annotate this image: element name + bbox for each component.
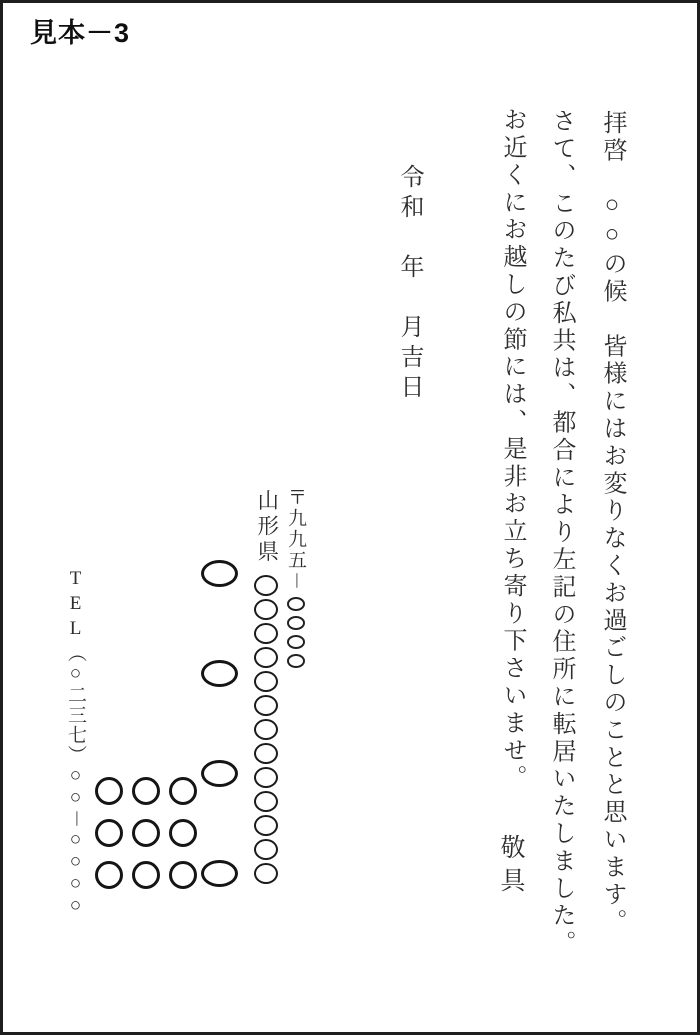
placeholder-circle [132, 819, 160, 847]
placeholder-circle [95, 777, 123, 805]
placeholder-circle [254, 623, 278, 644]
family-member-name-placeholder-column [95, 777, 123, 889]
placeholder-circle [254, 815, 278, 836]
head-of-household-name-placeholder-column [201, 560, 238, 887]
family-member-name-placeholder-column [132, 777, 160, 889]
placeholder-circle [287, 635, 305, 649]
placeholder-circle [169, 819, 197, 847]
placeholder-circle [254, 863, 278, 884]
placeholder-circle [254, 599, 278, 620]
letter-date-line: 令和 年 月吉日 [396, 164, 422, 404]
placeholder-circle [169, 861, 197, 889]
placeholder-circle [201, 560, 238, 587]
placeholder-circle [201, 760, 238, 787]
letter-body-line: さて、このたび私共は、都合により左記の住所に転居いたしました。 [548, 108, 574, 958]
placeholder-circle [132, 861, 160, 889]
placeholder-circle [95, 819, 123, 847]
placeholder-circle [254, 791, 278, 812]
prefecture-text: 山形県 [254, 489, 279, 566]
placeholder-circle [254, 695, 278, 716]
tel-label: TEL [65, 568, 86, 643]
placeholder-circle [254, 575, 278, 596]
letter-request-line: お近くにお越しの節には、是非お立ち寄り下さいませ。 [499, 107, 525, 792]
placeholder-circle [287, 654, 305, 668]
placeholder-circle [254, 767, 278, 788]
postal-code-text: 〒九九五－ [285, 487, 306, 593]
placeholder-circle [95, 861, 123, 889]
address-column [254, 489, 278, 884]
placeholder-circle [201, 860, 238, 887]
placeholder-circle [201, 660, 238, 687]
family-member-name-placeholder-column [169, 777, 197, 889]
letter-closing-word: 敬具 [497, 834, 524, 900]
placeholder-circle [254, 647, 278, 668]
tel-line [66, 568, 85, 917]
placeholder-circle [254, 671, 278, 692]
letter-greeting-line: 拝啓 ○○の候 皆様にはお変りなくお過ごしのことと思います。 [599, 110, 625, 936]
placeholder-circle [254, 719, 278, 740]
placeholder-circle [254, 743, 278, 764]
placeholder-circle [287, 616, 305, 630]
tel-number: （○二三七）○○－○○○○ [65, 643, 86, 918]
postal-code-column [286, 487, 305, 668]
placeholder-circle [254, 839, 278, 860]
placeholder-circle [169, 777, 197, 805]
placeholder-circle [287, 597, 305, 611]
placeholder-circle [132, 777, 160, 805]
sample-number-title: 見本－3 [30, 18, 131, 48]
